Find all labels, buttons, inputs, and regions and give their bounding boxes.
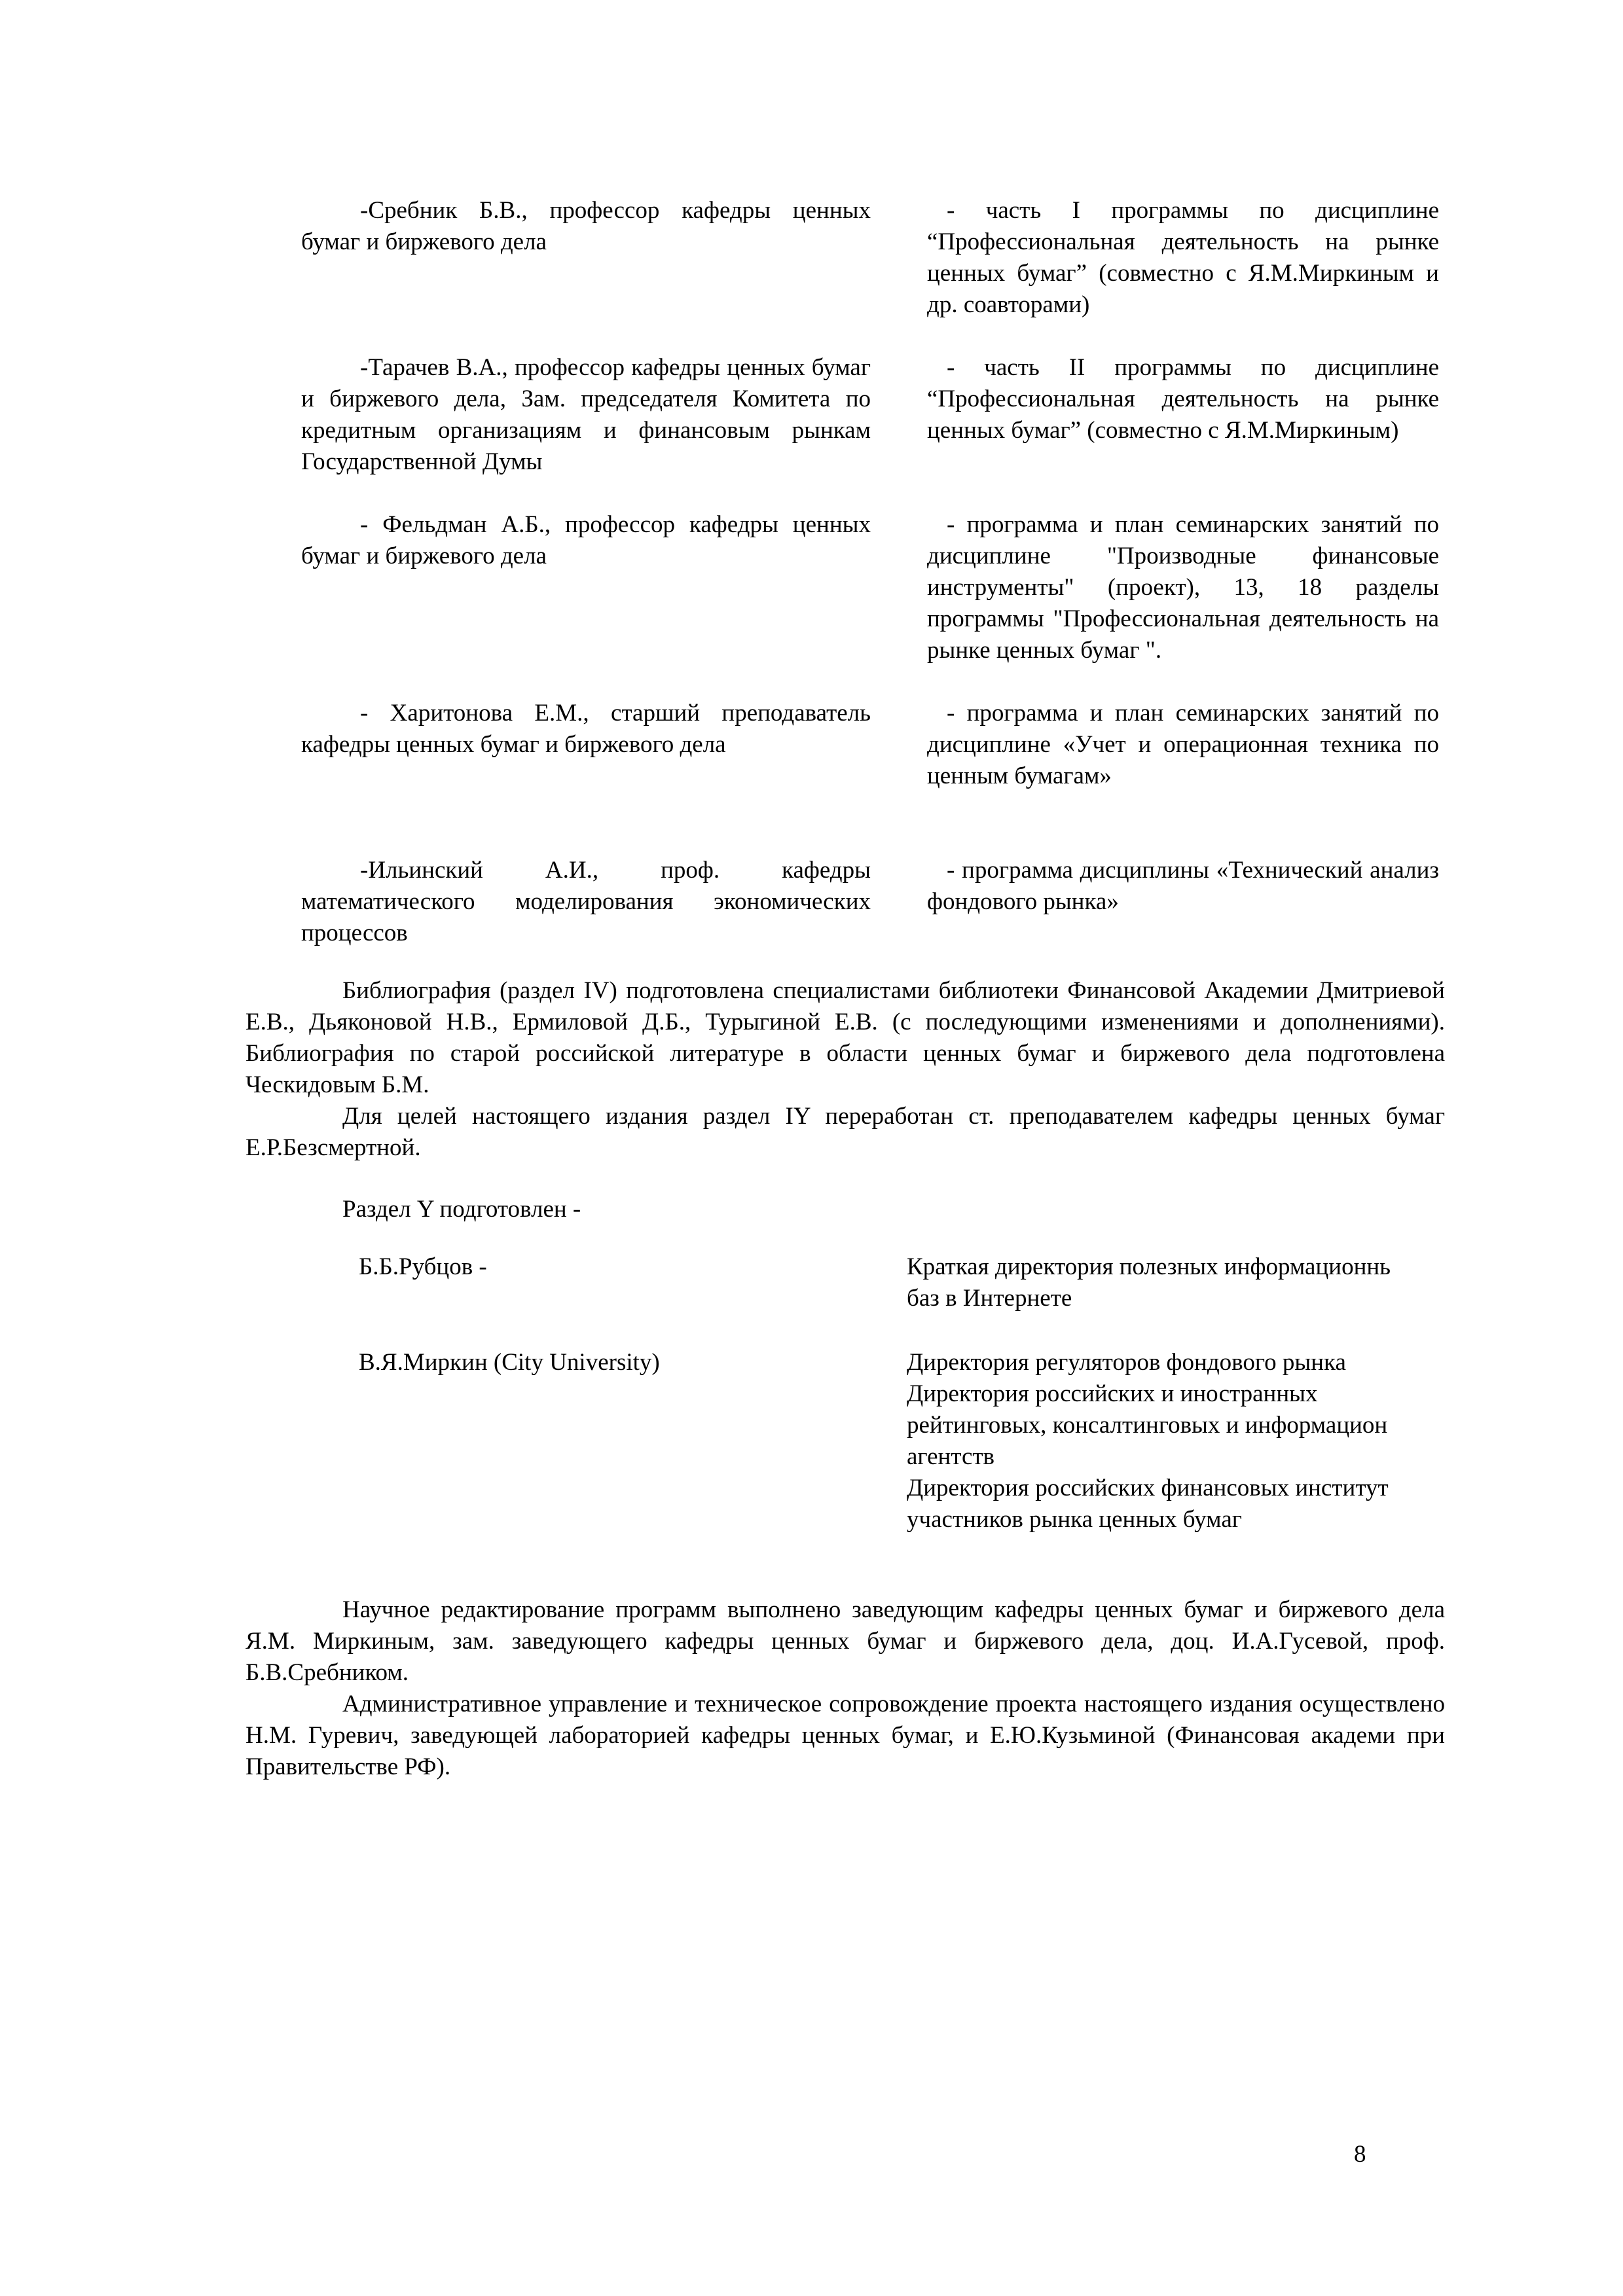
directory-line: Директория российских финансовых институт — [907, 1475, 1389, 1501]
contributor-name: -Ильинский А.И., проф. кафедры математического моделирования экономических процессов — [301, 857, 871, 946]
directory-line: Директория регуляторов фондового рынка — [907, 1349, 1346, 1376]
directory-line: баз в Интернете — [907, 1285, 1072, 1312]
section-5-author: Б.Б.Рубцов - — [359, 1253, 487, 1280]
section-5-heading: Раздел Y подготовлен - — [342, 1196, 581, 1223]
directory-line: участников рынка ценных бумаг — [907, 1506, 1242, 1533]
bibliography-paragraph: Для целей настоящего издания раздел IY переработан ст. преподавателем кафедры ценных бумаг Е.Р.Безсмертной. — [246, 1103, 1445, 1161]
contributor-contribution: - программа дисциплины «Технический анализ фондового рынка» — [927, 857, 1439, 915]
editorial-paragraph: Научное редактирование программ выполнено заведующим кафедры ценных бумаг и биржевого дела Я.М. Миркиным, зам. заведующего кафедры ценных бумаг и биржевого дела, доц. И.А.Гусевой, проф. Б.В.Сребником. — [246, 1596, 1445, 1686]
contributor-name: -Тарачев В.А., профессор кафедры ценных бумаг и биржевого дела, Зам. председателя Комитета по кредитным организациям и финансовым рынкам Государственной Думы — [301, 354, 871, 475]
contributor-contribution: - программа и план семинарских занятий по дисциплине "Производные финансовые инструменты" (проект), 13, 18 разделы программы "Профессиональная деятельность на рынке ценных бумаг ". — [927, 511, 1439, 664]
contributor-name: - Фельдман А.Б., профессор кафедры ценных бумаг и биржевого дела — [301, 511, 871, 569]
section-5-author: В.Я.Миркин (City University) — [359, 1349, 660, 1376]
directory-line: Краткая директория полезных информационнь — [907, 1253, 1391, 1280]
section-5-entry — [907, 1251, 1453, 1314]
directory-line: рейтинговых, консалтинговых и информацион — [907, 1412, 1388, 1439]
contributor-contribution: - часть I программы по дисциплине “Профессиональная деятельность на рынке ценных бумаг” (совместно с Я.М.Миркиным и др. соавторами) — [927, 197, 1439, 318]
page-number: 8 — [1354, 2141, 1366, 2168]
editorial-paragraph: Административное управление и техническое сопровождение проекта настоящего издания осуществлено Н.М. Гуревич, заведующей лабораторией кафедры ценных бумаг, и Е.Ю.Кузьминой (Финансовая академи при Правительстве РФ). — [246, 1691, 1445, 1780]
section-5-entry — [907, 1347, 1453, 1535]
directory-line: агентств — [907, 1443, 995, 1470]
contributor-name: -Сребник Б.В., профессор кафедры ценных бумаг и биржевого дела — [301, 197, 871, 255]
contributor-name: - Харитонова Е.М., старший преподаватель кафедры ценных бумаг и биржевого дела — [301, 700, 871, 758]
contributor-contribution: - часть II программы по дисциплине “Профессиональная деятельность на рынке ценных бумаг” (совместно с Я.М.Миркиным) — [927, 354, 1439, 444]
directory-line: Директория российских и иностранных — [907, 1380, 1318, 1407]
bibliography-paragraph: Библиография (раздел IV) подготовлена специалистами библиотеки Финансовой Академии Дмитриевой Е.В., Дьяконовой Н.В., Ермиловой Д.Б., Турыгиной Е.В. (с последующими изменениями и дополнениями). Библиография по старой российской литературе в области ценных бумаг и биржевого дела подготовлена Ческидовым Б.М. — [246, 977, 1445, 1098]
contributor-contribution: - программа и план семинарских занятий по дисциплине «Учет и операционная техника по ценным бумагам» — [927, 700, 1439, 789]
